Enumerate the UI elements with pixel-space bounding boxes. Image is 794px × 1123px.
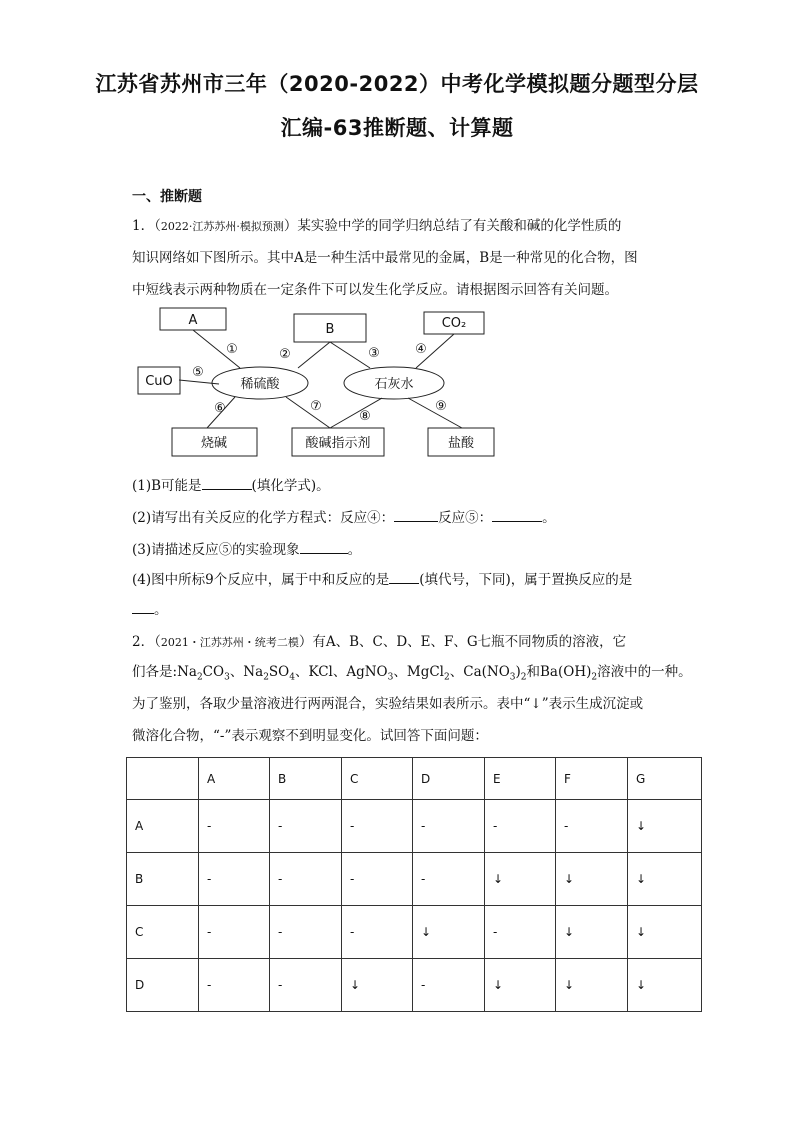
row-label: D: [127, 959, 199, 1012]
table-cell: -: [342, 800, 413, 853]
table-cell: ↓: [342, 959, 413, 1012]
formula-na2co3-d: 3: [224, 672, 230, 683]
header-cell: B: [270, 758, 342, 800]
answer-blank-reaction-4[interactable]: [394, 509, 438, 522]
formula-kcl-agno3: 、KCl、AgNO: [294, 664, 388, 680]
row-label: B: [127, 853, 199, 906]
table-cell: -: [485, 800, 556, 853]
label-b: B: [325, 322, 335, 337]
table-cell: -: [270, 800, 342, 853]
label-a: A: [188, 313, 198, 328]
table-cell: -: [199, 800, 270, 853]
formula-na2so4-d: 4: [289, 672, 295, 683]
q1-sub4-text: (4)图中所标9个反应中，属于中和反应的是: [132, 572, 390, 588]
table-cell: ↓: [485, 853, 556, 906]
q1-sub4: [132, 568, 632, 588]
reaction-network-diagram: [130, 300, 500, 465]
reaction-6-marker: ⑥: [214, 401, 226, 416]
q1-line3: 中短线表示两种物质在一定条件下可以发生化学反应。请根据图示回答有关问题。: [132, 282, 618, 298]
header-cell: [127, 758, 199, 800]
formula-na2co3-b: 2: [196, 672, 203, 683]
formula-cano3-sub2: 2: [520, 672, 527, 683]
table-cell: -: [342, 853, 413, 906]
table-cell: -: [413, 800, 485, 853]
table-cell: ↓: [628, 800, 702, 853]
reaction-7-marker: ⑦: [310, 399, 322, 414]
q1-sub4-text-end: 。: [154, 602, 168, 618]
formula-baoh2: 和Ba(OH): [526, 664, 592, 680]
answer-blank-displacement[interactable]: [132, 601, 154, 614]
link-3: [330, 342, 370, 368]
label-cuo: CuO: [145, 374, 173, 389]
reaction-2-marker: ②: [279, 347, 291, 362]
table-cell: ↓: [628, 853, 702, 906]
label-indicator: 酸碱指示剂: [305, 436, 371, 451]
label-dilute-sulfuric-acid: 稀硫酸: [240, 377, 280, 392]
formula-na2so4-b: 2: [263, 672, 269, 683]
table-row: [127, 853, 702, 906]
table-cell: -: [199, 906, 270, 959]
q1-source: 2022·江苏苏州·模拟预测: [160, 220, 284, 233]
q2-source: 2021・江苏苏州・统考二模: [160, 636, 299, 649]
table-row: [127, 800, 702, 853]
table-cell: ↓: [628, 959, 702, 1012]
table-cell: -: [199, 853, 270, 906]
table-cell: ↓: [556, 959, 628, 1012]
answer-blank-b[interactable]: [202, 477, 252, 490]
table-cell: ↓: [556, 906, 628, 959]
formula-mgcl2-sub: 2: [444, 672, 450, 683]
formula-na2so4-a: 、Na: [229, 664, 264, 680]
answer-blank-phenomenon[interactable]: [300, 541, 348, 554]
q1-sub3-text: (3)请描述反应⑤的实验现象: [132, 542, 300, 558]
q1-sub2-text: (2)请写出有关反应的化学方程式：反应④：: [132, 510, 395, 526]
q1-sub2-text-mid: 反应⑤：: [438, 510, 493, 526]
q2-line4: 微溶化合物，“-”表示观察不到明显变化。试回答下面问题：: [132, 728, 488, 744]
document-title-line2: 汇编-63推断题、计算题: [280, 116, 514, 140]
reaction-8-marker: ⑧: [359, 409, 371, 424]
table-cell: -: [199, 959, 270, 1012]
table-header-row: [127, 758, 702, 800]
row-label: C: [127, 906, 199, 959]
q2-line1: [132, 630, 626, 650]
table-cell: -: [413, 959, 485, 1012]
header-cell: C: [342, 758, 413, 800]
table-cell: -: [270, 853, 342, 906]
label-limewater: 石灰水: [374, 377, 414, 392]
q2-text-a: ）有A、B、C、D、E、F、G七瓶不同物质的溶液，它: [298, 634, 627, 650]
q1-sub1-text: (1)B可能是: [132, 478, 202, 494]
table-row: [127, 959, 702, 1012]
q2-line2-end: 溶液中的一种。: [597, 664, 692, 680]
link-8: [330, 398, 382, 428]
q1-line1: [132, 214, 621, 234]
q1-sub4-text-mid: (填代号，下同)，属于置换反应的是: [419, 572, 633, 588]
formula-na2co3-c: CO: [202, 664, 225, 680]
table-cell: ↓: [413, 906, 485, 959]
table-cell: -: [342, 906, 413, 959]
q1-sub1-text-end: (填化学式)。: [251, 478, 330, 494]
reaction-3-marker: ③: [368, 346, 380, 361]
header-cell: D: [413, 758, 485, 800]
table-cell: -: [270, 959, 342, 1012]
row-label: A: [127, 800, 199, 853]
header-cell: A: [199, 758, 270, 800]
header-cell: G: [628, 758, 702, 800]
table-cell: -: [485, 906, 556, 959]
q2-line2-start: 们各是:: [132, 664, 178, 680]
q1-sub4-cont: [132, 598, 168, 618]
table-row: [127, 906, 702, 959]
header-cell: F: [556, 758, 628, 800]
mixing-results-table: [126, 757, 702, 1012]
document-title-line1: 江苏省苏州市三年（2020-2022）中考化学模拟题分题型分层: [95, 72, 699, 96]
table-cell: ↓: [485, 959, 556, 1012]
formula-cano3-sub1: 3: [509, 672, 516, 683]
answer-blank-reaction-5[interactable]: [492, 509, 542, 522]
q1-sub1: [132, 474, 330, 494]
link-7: [286, 397, 330, 428]
table-cell: -: [413, 853, 485, 906]
formula-cano3: 、Ca(NO: [449, 664, 510, 680]
q1-sub3-text-end: 。: [347, 542, 362, 558]
label-hcl: 盐酸: [447, 436, 475, 451]
section-heading: 一、推断题: [132, 189, 202, 205]
q1-line2: 知识网络如下图所示。其中A是一种生活中最常见的金属，B是一种常见的化合物，图: [132, 250, 638, 266]
reaction-5-marker: ⑤: [192, 365, 204, 380]
label-co2: CO₂: [441, 316, 467, 331]
q2-line3: 为了鉴别，各取少量溶液进行两两混合，实验结果如表所示。表中“↓”表示生成沉淀或: [132, 696, 644, 712]
header-cell: E: [485, 758, 556, 800]
formula-na2so4-c: SO: [268, 664, 290, 680]
table-cell: -: [270, 906, 342, 959]
formula-baoh2-sub: 2: [591, 672, 598, 683]
reaction-1-marker: ①: [226, 342, 238, 357]
q1-sub3: [132, 538, 361, 558]
reaction-9-marker: ⑨: [435, 399, 447, 414]
link-2: [298, 342, 330, 368]
q2-line2: [132, 660, 692, 683]
q2-number: 2．（: [132, 634, 161, 650]
q1-sub2-text-end: 。: [542, 510, 556, 526]
table-cell: ↓: [556, 853, 628, 906]
table-cell: -: [556, 800, 628, 853]
q1-sub2: [132, 506, 556, 526]
formula-na2co3-a: Na: [177, 664, 197, 680]
label-naoh: 烧碱: [200, 436, 228, 451]
table-cell: ↓: [628, 906, 702, 959]
formula-mgcl2: 、MgCl: [393, 664, 444, 680]
answer-blank-neutralization[interactable]: [389, 571, 419, 584]
q1-number: 1．（: [132, 218, 161, 234]
formula-agno3-sub: 3: [387, 672, 394, 683]
reaction-4-marker: ④: [415, 342, 427, 357]
formula-cano3-close: ): [515, 664, 521, 680]
q1-text-a: ）某实验中学的同学归纳总结了有关酸和碱的化学性质的: [283, 218, 622, 234]
